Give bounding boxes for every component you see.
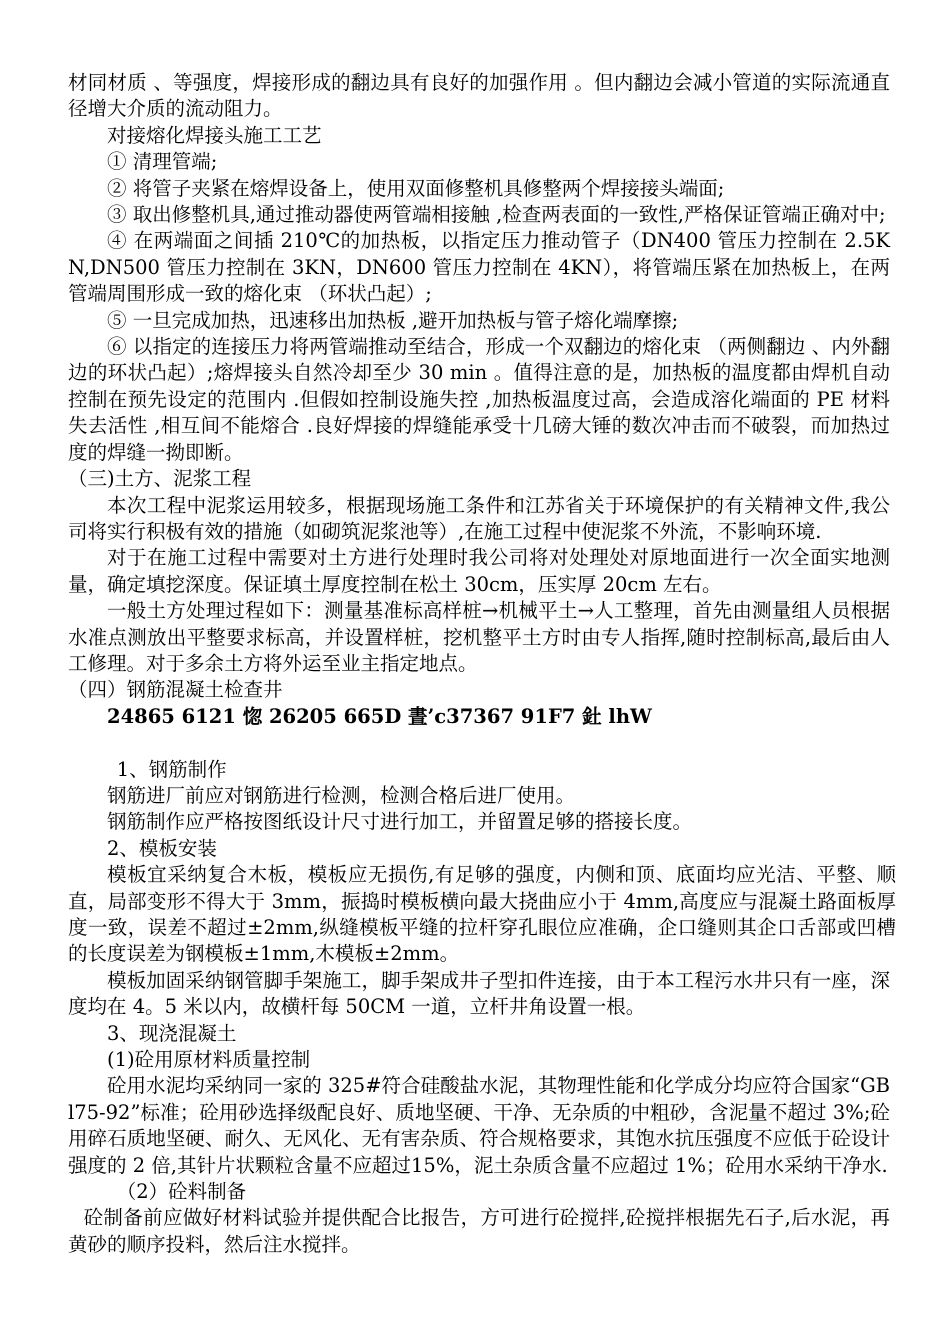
paragraph-formwork-scaffold: 模板加固采纳钢管脚手架施工，脚手架成井子型扣件连接，由于本工程污水井只有一座，深度均在 4。5 米以内，故横杆每 50CM 一道，立杆井角设置一根。	[68, 968, 890, 1019]
step-6-join-and-cool: ⑥ 以指定的连接压力将两管端推动至结合，形成一个双翻边的熔化束 （两侧翻边 、内外翻边的环状凸起）;熔焊接头自然冷却至少 30 min 。值得注意的是，加热板的温度都由焊机自动控制在预先设定的范围内 .但假如控制设施失控 ,加热板温度过高，会造成溶化端面的 PE 材料失去活性 ,相互间不能熔合 .良好焊接的焊缝能承受十几磅大锤的数次冲击而不破裂，而加热过度的焊缝一拗即断。	[68, 335, 890, 464]
paragraph-flange-effect: 材同材质 、等强度，焊接形成的翻边具有良好的加强作用 。但内翻边会减小管道的实际流通直径增大介质的流动阻力。	[68, 71, 890, 121]
step-4-heating-plate: ④ 在两端面之间插 210℃的加热板，以指定压力推动管子（DN400 管压力控制在 2.5KN,DN500 管压力控制在 3KN，DN600 管压力控制在 4KN），将管端压紧在加热板上，在两管端周围形成一致的熔化束 （环状凸起）;	[68, 229, 890, 306]
step-3-align-ends: ③ 取出修整机具,通过推动器使两管端相接触 ,检查两表面的一致性,严格保证管端正确对中;	[107, 203, 886, 227]
subheading-materials-quality: (1)砼用原材料质量控制	[107, 1048, 311, 1072]
subheading-rebar-fabrication: 1、钢筋制作	[116, 757, 227, 781]
step-2-clamp-and-trim: ② 将管子夹紧在熔焊设备上，使用双面修整机具修整两个焊接接头端面;	[107, 176, 725, 200]
paragraph-mud-control: 本次工程中泥浆运用较多，根据现场施工条件和江苏省关于环境保护的有关精神文件,我公司将实行积极有效的措施（如砌筑泥浆池等）,在施工过程中使泥浆不外流，不影响环境.	[68, 493, 890, 543]
step-1-clean-pipe-ends: ① 清理管端;	[107, 150, 218, 174]
section-heading-earthwork-mud: （三)土方、泥浆工程	[68, 467, 252, 491]
paragraph-concrete-mixing: 砼制备前应做好材料试验并提供配合比报告，方可进行砼搅拌,砼搅拌根据先石子,后水泥，再黄砂的顺序投料，然后注水搅拌。	[68, 1206, 890, 1256]
section-heading-inspection-well: （四）钢筋混凝土检查井	[68, 678, 283, 702]
subheading-concrete-preparation: （2）砼料制备	[116, 1180, 247, 1204]
step-5-remove-heater: ⑤ 一旦完成加热，迅速移出加热板 ,避开加热板与管子熔化端摩擦;	[107, 308, 679, 332]
paragraph-rebar-inspection: 钢筋进厂前应对钢筋进行检测，检测合格后进厂使用。	[107, 783, 576, 807]
paragraph-materials-spec: 砼用水泥均采纳同一家的 325#符合硅酸盐水泥，其物理性能和化学成分均应符合国家“GBl75-92”标准；砼用砂选择级配良好、质地坚硬、干净、无杂质的中粗砂，含泥量不超过 3%;砼用碎石质地坚硬、耐久、无风化、无有害杂质、符合规格要求，其饱水抗压强度不应低于砼设计强度的 2 倍,其针片状颗粒含量不应超过15%，泥土杂质含量不应超过 1%；砼用水采纳干净水.	[68, 1074, 890, 1177]
document-page	[68, 70, 896, 1258]
blank-line	[68, 730, 890, 756]
garbled-text-line: 24865 6121 惚 26205 665D 晝’c37367 91F7 釷 lhW	[107, 704, 652, 728]
paragraph-rebar-dimensions: 钢筋制作应严格按图纸设计尺寸进行加工，并留置足够的搭接长度。	[107, 810, 693, 834]
paragraph-earthwork-process: 一般土方处理过程如下：测量基准标高样桩→机械平土→人工整理，首先由测量组人员根据水准点测放出平整要求标高，并设置样桩，挖机整平土方时由专人指挥,随时控制标高,最后由人工修理。对于多余土方将外运至业主指定地点。	[68, 599, 890, 675]
subheading-formwork: 2、模板安装	[107, 836, 217, 860]
heading-butt-fusion-process: 对接熔化焊接头施工工艺	[107, 123, 322, 147]
subheading-cast-concrete: 3、现浇混凝土	[107, 1021, 237, 1045]
paragraph-formwork-requirements: 模板宜采纳复合木板，模板应无损伤,有足够的强度，内侧和顶、底面均应光洁、平整、顺直，局部变形不得大于 3mm，振捣时模板横向最大挠曲应小于 4mm,高度应与混凝土路面板厚度一致，误差不超过±2mm,纵缝模板平缝的拉杆穿孔眼位应准确，企口缝则其企口舌部或凹槽的长度误差为钢模板±1mm,木模板±2mm。	[68, 863, 896, 966]
paragraph-earthwork-survey: 对于在施工过程中需要对土方进行处理时我公司将对处理处对原地面进行一次全面实地测量，确定填挖深度。保证填土厚度控制在松土 30cm，压实厚 20cm 左右。	[68, 546, 890, 596]
